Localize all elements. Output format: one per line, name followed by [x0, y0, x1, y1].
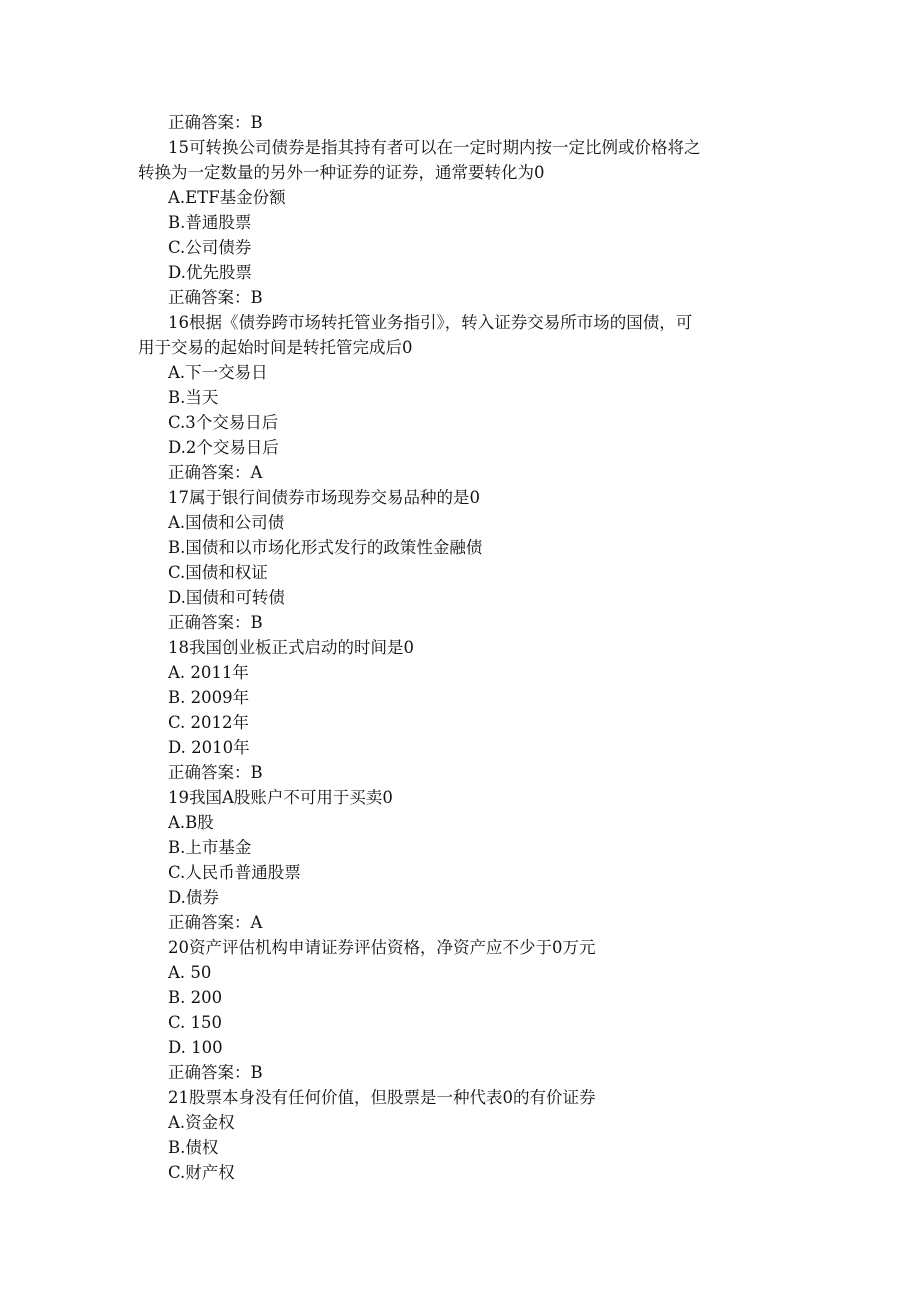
answer-line: 正确答案：B — [168, 1063, 263, 1082]
option-line: A.B股 — [168, 813, 214, 832]
answer-line: 正确答案：B — [168, 613, 263, 632]
option-line: D.国债和可转债 — [168, 588, 285, 607]
question-line: 19我国A股账户不可用于买卖0 — [168, 788, 393, 807]
option-line: A.ETF基金份额 — [168, 188, 286, 207]
answer-line: 正确答案：B — [168, 288, 263, 307]
option-line: A.国债和公司债 — [168, 513, 285, 532]
question-line: 18我国创业板正式启动的时间是0 — [168, 638, 414, 657]
option-line: D. 2010年 — [168, 738, 250, 757]
answer-line: 正确答案：B — [168, 113, 263, 132]
option-line: B. 200 — [168, 988, 223, 1007]
option-line: D.2个交易日后 — [168, 438, 279, 457]
option-line: C.财产权 — [168, 1163, 235, 1182]
question-line: 用于交易的起始时间是转托管完成后0 — [138, 338, 413, 357]
answer-line: 正确答案：A — [168, 463, 263, 482]
option-line: C.公司债券 — [168, 238, 252, 257]
option-line: B.国债和以市场化形式发行的政策性金融债 — [168, 538, 483, 557]
question-line: 转换为一定数量的另外一种证券的证券，通常要转化为0 — [138, 163, 545, 182]
option-line: C.人民币普通股票 — [168, 863, 301, 882]
question-line: 21股票本身没有任何价值，但股票是一种代表0的有价证券 — [168, 1088, 596, 1107]
option-line: B.当天 — [168, 388, 219, 407]
answer-line: 正确答案：B — [168, 763, 263, 782]
option-line: B.上市基金 — [168, 838, 252, 857]
option-line: D. 100 — [168, 1038, 223, 1057]
option-line: A.资金权 — [168, 1113, 235, 1132]
question-line: 15可转换公司债券是指其持有者可以在一定时期内按一定比例或价格将之 — [168, 138, 701, 157]
option-line: A. 2011年 — [168, 663, 249, 682]
option-line: C.3个交易日后 — [168, 413, 279, 432]
option-line: D.优先股票 — [168, 263, 252, 282]
option-line: B.普通股票 — [168, 213, 252, 232]
document-body — [138, 110, 778, 1185]
option-line: A.下一交易日 — [168, 363, 268, 382]
option-line: B.债权 — [168, 1138, 219, 1157]
option-line: C.国债和权证 — [168, 563, 268, 582]
question-line: 20资产评估机构申请证券评估资格，净资产应不少于0万元 — [168, 938, 596, 957]
answer-line: 正确答案：A — [168, 913, 263, 932]
option-line: B. 2009年 — [168, 688, 250, 707]
question-line: 17属于银行间债券市场现券交易品种的是0 — [168, 488, 480, 507]
option-line: A. 50 — [168, 963, 212, 982]
option-line: D.债券 — [168, 888, 219, 907]
question-line: 16根据《债券跨市场转托管业务指引》，转入证券交易所市场的国债，可 — [168, 313, 693, 332]
option-line: C. 2012年 — [168, 713, 250, 732]
option-line: C. 150 — [168, 1013, 223, 1032]
